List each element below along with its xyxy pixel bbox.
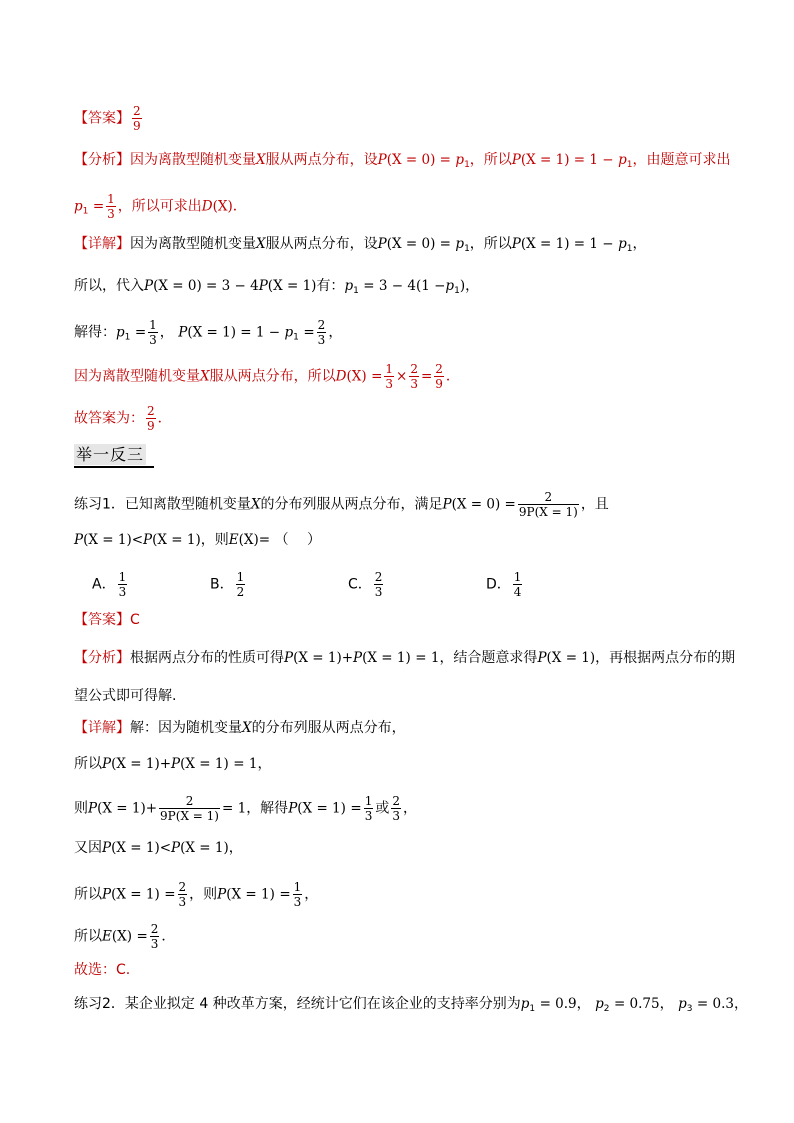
option-b[interactable]: B． $\frac{1}{2}$ bbox=[210, 570, 245, 599]
detail-line-4: 因为离散型随机变量X服从两点分布，所以D(X) = $\frac{1}{3}$ × $\frac{2}{3}$ = $\frac{2}{9}$ ． bbox=[74, 362, 460, 391]
detail-2-line-6: 所以E(X) = $\frac{2}{3}$ ． bbox=[74, 922, 176, 951]
detail-2-line-5: 所以P(X = 1) = $\frac{2}{3}$ ，则P(X = 1) = $\frac{1}{3}$ ， bbox=[74, 880, 319, 909]
detail-line-2: 所以，代入P(X = 0) = 3 − 4P(X = 1)有：$p_1 = 3 - 4(1 -p_1)$， bbox=[74, 278, 480, 296]
detail-line-3: 解得：$p_1$ = $\frac{1}{3}$ ， $P(X = 1) = 1 - p_1$ = $\frac{2}{3}$ ， bbox=[74, 318, 343, 347]
option-c[interactable]: C． $\frac{2}{3}$ bbox=[348, 570, 383, 599]
analysis-2-line-1: 【分析】根据两点分布的性质可得P(X = 1)+P(X = 1) = 1，结合题意求得P(X = 1)，再根据两点分布的期 bbox=[74, 650, 736, 666]
analysis-2-line-2: 望公式即可得解. bbox=[74, 688, 177, 704]
section-header bbox=[74, 444, 154, 468]
answer-label: 【答案】 bbox=[74, 110, 130, 127]
detail-2-line-4: 又因P(X = 1)<P(X = 1)， bbox=[74, 840, 243, 856]
option-a[interactable]: A． $\frac{1}{3}$ bbox=[92, 570, 127, 599]
detail-2-line-2: 所以P(X = 1)+P(X = 1) = 1， bbox=[74, 756, 272, 772]
analysis-line-1: 【分析】因为离散型随机变量X服从两点分布，设$P(X = 0) = p_1$，所以$P(X = 1) = 1 - p_1$，由题意可求出 bbox=[74, 152, 731, 170]
analysis-line-2: $p_1$ = $\frac{1}{3}$ ，所以可求出D(X)． bbox=[74, 192, 247, 221]
exercise-1-line-2: P(X = 1)<P(X = 1)，则E(X)= （ ） bbox=[74, 532, 322, 548]
option-d[interactable]: D． $\frac{1}{4}$ bbox=[486, 570, 522, 599]
detail-line-5: 故答案为： $\frac{2}{9}$ ． bbox=[74, 404, 172, 433]
detail-line-1: 【详解】因为离散型随机变量X服从两点分布，设$P(X = 0) = p_1$，所以$P(X = 1) = 1 - p_1$， bbox=[74, 236, 647, 254]
answer-line-1 bbox=[74, 104, 754, 133]
exercise-2-line-1: 练习2．某企业拟定 4 种改革方案，经统计它们在该企业的支持率分别为$p_1 = 0.9$， $p_2 = 0.75$， $p_3 = 0.3$， bbox=[74, 996, 748, 1014]
detail-2-line-3: 则P(X = 1)+ $\frac{2}{9P(X = 1)}$ = 1，解得P(X = 1) = $\frac{1}{3}$ 或 $\frac{2}{3}$ ， bbox=[74, 794, 417, 823]
detail-2-line-7: 故选：C. bbox=[74, 962, 131, 978]
section-title: 举一反三 bbox=[76, 445, 145, 464]
detail-2-line-1: 【详解】解：因为随机变量X的分布列服从两点分布， bbox=[74, 720, 406, 736]
answer-line-2: 【答案】C bbox=[74, 612, 140, 628]
exercise-1-line-1: 练习1．已知离散型随机变量X的分布列服从两点分布，满足P(X = 0) = $\frac{2}{9P(X = 1)}$ ，且 bbox=[74, 490, 609, 519]
answer-fraction: $\frac{2}{9}$ bbox=[133, 104, 141, 133]
